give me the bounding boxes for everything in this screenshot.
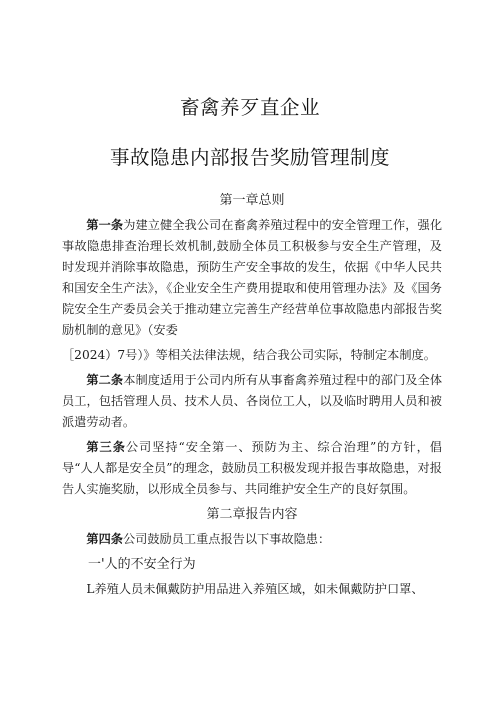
chapter-heading-2: 第二章报告内容: [206, 507, 298, 522]
subheading-unsafe-behavior: 一'人的不安全行为: [88, 557, 196, 572]
document-title-line1: 畜禽养歹直企业: [179, 96, 320, 119]
item-1-text: L养殖人员未佩戴防护用品进入养殖区域，如未佩戴防护口罩、: [86, 582, 424, 596]
article-2-text: 本制度适用于公司内所有从事畜禽养殖过程中的部门及全体员工，包括管理人员、技术人员、各岗位工人，以及临时聘用人员和被派遣劳动者。: [62, 373, 443, 429]
article-1: [62, 215, 442, 341]
item-1: [62, 579, 442, 600]
article-4-text: 公司鼓励员工重点报告以下事故隐患：: [122, 532, 331, 546]
document-title-line2: 事故隐患内部报告奖励管理制度: [109, 146, 390, 169]
article-2: [62, 370, 442, 433]
article-3-label: 第三条: [86, 440, 126, 454]
document-body: [62, 190, 442, 604]
article-1-tail: [62, 345, 442, 366]
article-4-label: 第四条: [86, 532, 123, 546]
article-2-label: 第二条: [86, 373, 124, 387]
article-3-text: 公司坚持“安全第一、预防为主、综合治理”的方针，倡导“人人都是安全员”的理念，鼓励员工积极发现并报告事故隐患，对报告人实施奖励，以形成全员参与、共同维护安全生产的良好氛围。: [62, 440, 442, 496]
article-1-text: 为建立健全我公司在畜禽养殖过程中的安全管理工作，强化事故隐患排查治理长效机制,鼓励全体员工积极参与安全生产管理，及时发现并消除事故隐患，预防生产安全事故的发生，依据《中华人民共和国安全生产法》，《企业安全生产费用提取和使用管理办法》及《国务院安全生产委员会关于推动建立完善生产经营单位事故隐患内部报告奖励机制的意见》（安委: [62, 218, 443, 337]
article-3: [62, 437, 442, 500]
article-4: [62, 529, 442, 550]
article-1-tail-text: ［2024）7号）》等相关法律法规，结合我公司实际，特制定本制度。: [62, 348, 436, 362]
article-1-label: 第一条: [86, 218, 124, 232]
chapter-heading-1: 第一章总则: [219, 193, 285, 208]
